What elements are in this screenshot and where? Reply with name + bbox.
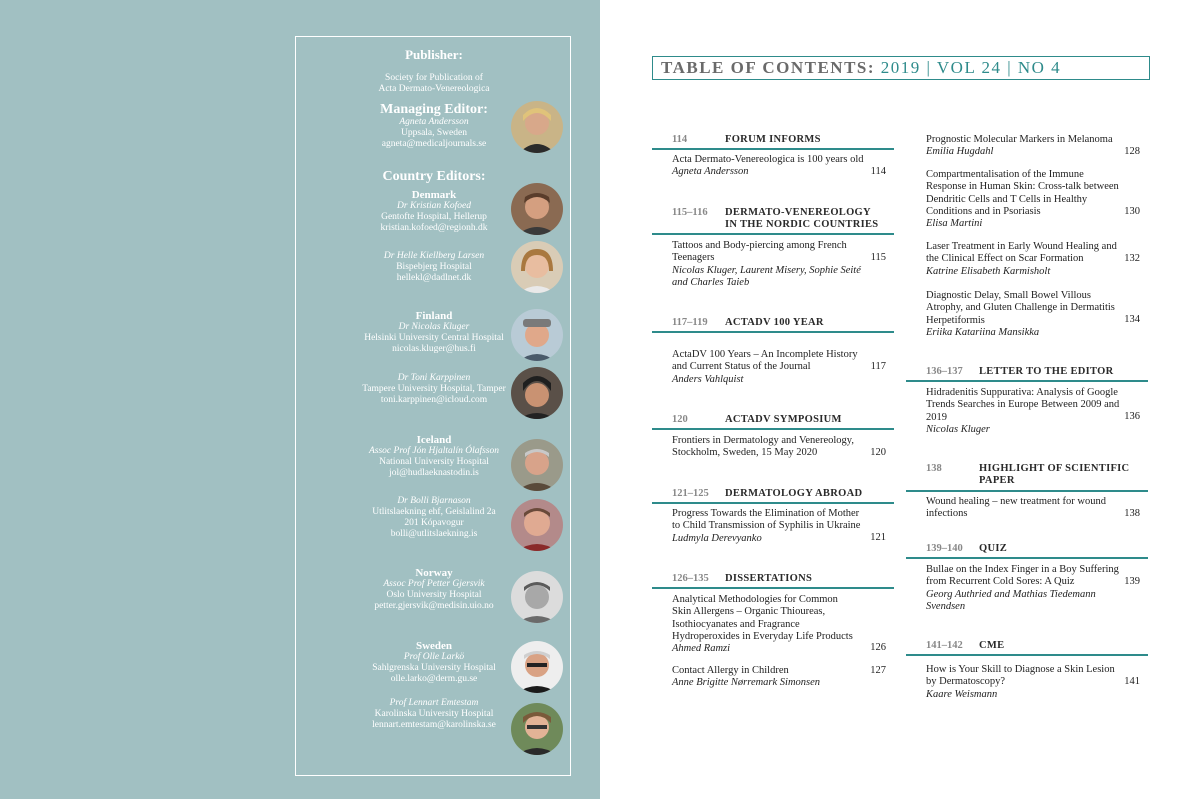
editor-affiliation: National University Hospital xyxy=(379,457,489,467)
section-title: DERMATOLOGY ABROAD xyxy=(725,488,863,499)
article-title: How is Your Skill to Diagnose a Skin Lesion xyxy=(926,664,1115,675)
article-authors-line2: Svendsen xyxy=(926,600,966,612)
article-authors: Agneta Andersson xyxy=(672,166,749,178)
section-pages: 121–125 xyxy=(672,488,709,499)
toc-article[interactable] xyxy=(926,290,1140,339)
article-title-line2: Skin Allergens – Organic Thioureas, xyxy=(672,606,826,618)
article-title-line2: Stockholm, Sweden, 15 May 2020 xyxy=(672,447,818,459)
avatar xyxy=(511,571,563,623)
section-rule xyxy=(652,587,894,589)
article-page: 128 xyxy=(1124,146,1140,157)
article-title-line4: Hydroperoxides in Everyday Life Products xyxy=(672,630,853,642)
toc-article[interactable] xyxy=(672,594,886,655)
toc-article[interactable] xyxy=(672,240,886,289)
toc-article[interactable] xyxy=(926,664,1140,701)
editor-name: Prof Lennart Emtestam xyxy=(389,698,479,708)
article-authors: Kaare Weismann xyxy=(926,688,998,700)
publisher-heading: Publisher: xyxy=(405,47,463,62)
editor-affiliation: Gentofte Hospital, Hellerup xyxy=(381,212,487,222)
editor-name: Dr Helle Kiellberg Larsen xyxy=(383,251,485,261)
section-title-line2: IN THE NORDIC COUNTRIES xyxy=(725,219,879,230)
editor-affiliation: Helsinki University Central Hospital xyxy=(364,333,504,343)
article-title: Bullae on the Index Finger in a Boy Suffering xyxy=(926,564,1119,575)
article-authors: Anders Vahlquist xyxy=(672,373,744,385)
editor-email: toni.karppinen@icloud.com xyxy=(380,395,488,405)
article-title-line2: infections xyxy=(926,508,968,520)
section-title: LETTER TO THE EDITOR xyxy=(979,366,1114,377)
editor-email: bolli@utlitslaekning.is xyxy=(390,529,478,539)
country-label: Finland xyxy=(415,310,453,322)
section-pages: 136–137 xyxy=(926,366,963,377)
avatar xyxy=(511,439,563,491)
toc-article[interactable] xyxy=(672,435,886,460)
article-authors: Nicolas Kluger, Laurent Misery, Sophie Seité xyxy=(672,264,861,276)
editor-name: Dr Nicolas Kluger xyxy=(398,322,470,332)
article-page: 141 xyxy=(1124,676,1140,687)
toc-title-main: TABLE OF CONTENTS: xyxy=(661,58,876,77)
article-title-line2: the Clinical Effect on Scar Formation xyxy=(926,253,1084,265)
section-title: CME xyxy=(979,640,1005,651)
avatar xyxy=(511,641,563,693)
toc-title xyxy=(652,56,1150,80)
article-title-line3: Herpetiformis xyxy=(926,314,985,326)
article-authors: Eriika Katariina Mansikka xyxy=(926,326,1040,338)
article-title: Hidradenitis Suppurativa: Analysis of Google xyxy=(926,387,1118,398)
article-title: Wound healing – new treatment for wound xyxy=(926,496,1106,507)
article-title: Compartmentalisation of the Immune xyxy=(926,169,1084,180)
article-title: Diagnostic Delay, Small Bowel Villous xyxy=(926,290,1092,301)
article-page: 132 xyxy=(1124,253,1140,264)
publisher-line: Acta Dermato-Venereologica xyxy=(378,84,490,94)
section-rule xyxy=(906,654,1148,656)
article-title: Laser Treatment in Early Wound Healing and xyxy=(926,241,1117,252)
section-title: QUIZ xyxy=(979,543,1008,554)
editor-name: Dr Toni Karppinen xyxy=(397,373,471,383)
editor-city: 201 Kópavogur xyxy=(404,518,464,528)
article-authors: Elisa Martini xyxy=(926,218,983,230)
editor-affiliation: Oslo University Hospital xyxy=(386,590,482,600)
editor-name: Prof Olle Larkö xyxy=(403,652,465,662)
toc-article[interactable] xyxy=(926,496,1140,521)
section-rule xyxy=(652,502,894,504)
section-pages: 120 xyxy=(672,414,688,425)
section-rule xyxy=(652,148,894,150)
avatar xyxy=(511,499,563,551)
article-page: 139 xyxy=(1124,576,1140,587)
section-pages: 114 xyxy=(672,134,688,145)
article-page: 117 xyxy=(870,361,886,372)
editor-name: Dr Bolli Bjarnason xyxy=(397,496,471,506)
editor-email: jol@hudlaeknastodin.is xyxy=(389,468,479,478)
article-authors-line2: and Charles Taieb xyxy=(672,276,750,288)
editorial-box xyxy=(295,36,571,776)
editor-affiliation: Tampere University Hospital, Tamper xyxy=(362,384,506,394)
country-label: Iceland xyxy=(416,434,452,446)
avatar xyxy=(511,703,563,755)
section-title: HIGHLIGHT OF SCIENTIFIC xyxy=(979,463,1130,474)
editor-email: kristian.kofoed@regionh.dk xyxy=(380,223,488,233)
toc-article[interactable] xyxy=(926,169,1140,230)
toc-article[interactable] xyxy=(672,665,886,690)
article-page: 120 xyxy=(870,447,886,458)
editor-affiliation: Utlitslaekning ehf, Geislalind 2a xyxy=(372,507,496,517)
section-title-line2: PAPER xyxy=(979,475,1015,486)
section-rule xyxy=(652,233,894,235)
article-page: 114 xyxy=(870,166,886,177)
article-title-line2: to Child Transmission of Syphilis in Ukraine xyxy=(672,520,861,532)
article-page: 115 xyxy=(870,252,886,263)
editor-affiliation: Bispebjerg Hospital xyxy=(396,262,472,272)
editor-email: petter.gjersvik@medisin.uio.no xyxy=(374,601,494,611)
article-title: Frontiers in Dermatology and Venereology, xyxy=(672,435,854,446)
article-authors: Katrine Elisabeth Karmisholt xyxy=(926,265,1051,277)
article-page: 126 xyxy=(870,642,886,653)
editor-email: lennart.emtestam@karolinska.se xyxy=(372,720,496,730)
article-title: ActaDV 100 Years – An Incomplete History xyxy=(672,349,858,360)
article-title: Analytical Methodologies for Common xyxy=(672,594,838,605)
article-page: 130 xyxy=(1124,206,1140,217)
article-title: Tattoos and Body-piercing among French xyxy=(672,240,847,251)
section-rule xyxy=(652,428,894,430)
editor-email: hellekl@dadlnet.dk xyxy=(396,273,472,283)
article-page: 127 xyxy=(870,665,886,676)
publisher-line: Society for Publication of xyxy=(385,73,483,83)
section-title: FORUM INFORMS xyxy=(725,134,821,145)
article-title-line2: Atrophy, and Gluten Challenge in Dermatitis xyxy=(926,302,1115,314)
managing-editor-city: Uppsala, Sweden xyxy=(401,128,467,138)
article-title-line3: Dendritic Cells and T Cells in Healthy xyxy=(926,193,1088,205)
article-page: 134 xyxy=(1124,314,1140,325)
article-authors: Nicolas Kluger xyxy=(926,423,990,435)
article-page: 121 xyxy=(870,532,886,543)
managing-editor-email: agneta@medicaljournals.se xyxy=(381,139,487,149)
article-authors: Ahmed Ramzi xyxy=(672,643,731,655)
article-authors: Ludmyla Derevyanko xyxy=(672,532,762,544)
article-authors: Anne Brigitte Nørremark Simonsen xyxy=(672,677,821,689)
section-pages: 115–116 xyxy=(672,207,708,218)
section-rule xyxy=(652,331,894,333)
article-title-line4: Conditions and in Psoriasis xyxy=(926,205,1041,217)
section-rule xyxy=(906,380,1148,382)
editor-name: Assoc Prof Jón Hjaltalín Ólafsson xyxy=(368,446,499,456)
article-title: Acta Dermato-Venereologica is 100 years old xyxy=(672,154,864,165)
article-title-line2: from Recurrent Cold Sores: A Quiz xyxy=(926,576,1075,588)
toc-article[interactable] xyxy=(672,349,886,386)
article-page: 136 xyxy=(1124,411,1140,422)
toc-article[interactable] xyxy=(926,564,1140,613)
editor-affiliation: Sahlgrenska University Hospital xyxy=(372,663,496,673)
toc-article[interactable] xyxy=(926,134,1140,159)
toc-article[interactable] xyxy=(926,241,1140,278)
article-title-line2: Response in Human Skin: Cross-talk between xyxy=(926,181,1119,193)
section-pages: 141–142 xyxy=(926,640,963,651)
avatar xyxy=(511,367,563,419)
article-title: Prognostic Molecular Markers in Melanoma xyxy=(926,134,1113,145)
article-title-line2: and Current Status of the Journal xyxy=(672,361,811,373)
section-pages: 126–135 xyxy=(672,573,709,584)
toc-article[interactable] xyxy=(672,154,886,179)
article-title-line3: Isothiocyanates and Fragrance xyxy=(672,618,800,630)
editor-email: nicolas.kluger@hus.fi xyxy=(392,344,476,354)
section-title: ACTADV 100 YEAR xyxy=(725,317,824,328)
avatar xyxy=(511,309,563,361)
editor-name: Dr Kristian Kofoed xyxy=(397,201,471,211)
editor-name: Assoc Prof Petter Gjersvik xyxy=(383,579,485,589)
article-authors: Emilia Hugdahl xyxy=(926,146,994,158)
article-title-line2: by Dermatoscopy? xyxy=(926,676,1006,688)
section-title: DERMATO-VENEREOLOGY xyxy=(725,207,871,218)
country-label: Norway xyxy=(415,567,453,579)
article-title-line3: 2019 xyxy=(926,411,947,423)
section-pages: 117–119 xyxy=(672,317,708,328)
toc-article[interactable] xyxy=(926,387,1140,436)
section-rule xyxy=(906,490,1148,492)
section-rule xyxy=(906,557,1148,559)
section-pages: 138 xyxy=(926,463,942,474)
section-title: ACTADV SYMPOSIUM xyxy=(725,414,842,425)
editor-affiliation: Karolinska University Hospital xyxy=(374,709,494,719)
article-authors: Georg Authried and Mathias Tiedemann xyxy=(926,588,1096,600)
section-pages: 139–140 xyxy=(926,543,963,554)
avatar xyxy=(511,183,563,235)
country-label: Sweden xyxy=(415,640,453,652)
article-title: Contact Allergy in Children xyxy=(672,665,789,676)
country-editors-heading: Country Editors: xyxy=(382,169,486,184)
managing-editor-name: Agneta Andersson xyxy=(399,117,469,127)
article-title: Progress Towards the Elimination of Mother xyxy=(672,508,860,519)
editor-email: olle.larko@derm.gu.se xyxy=(390,674,478,684)
avatar xyxy=(511,101,563,153)
managing-editor-heading: Managing Editor: xyxy=(380,102,488,117)
avatar xyxy=(511,241,563,293)
country-label: Denmark xyxy=(411,189,457,201)
article-title-line2: Trends Searches in Europe Between 2009 and xyxy=(926,399,1120,411)
toc-article[interactable] xyxy=(672,508,886,545)
article-page: 138 xyxy=(1124,508,1140,519)
section-title: DISSERTATIONS xyxy=(725,573,813,584)
article-title-line2: Teenagers xyxy=(672,252,715,264)
toc-title-issue: 2019 | VOL 24 | NO 4 xyxy=(880,58,1062,77)
